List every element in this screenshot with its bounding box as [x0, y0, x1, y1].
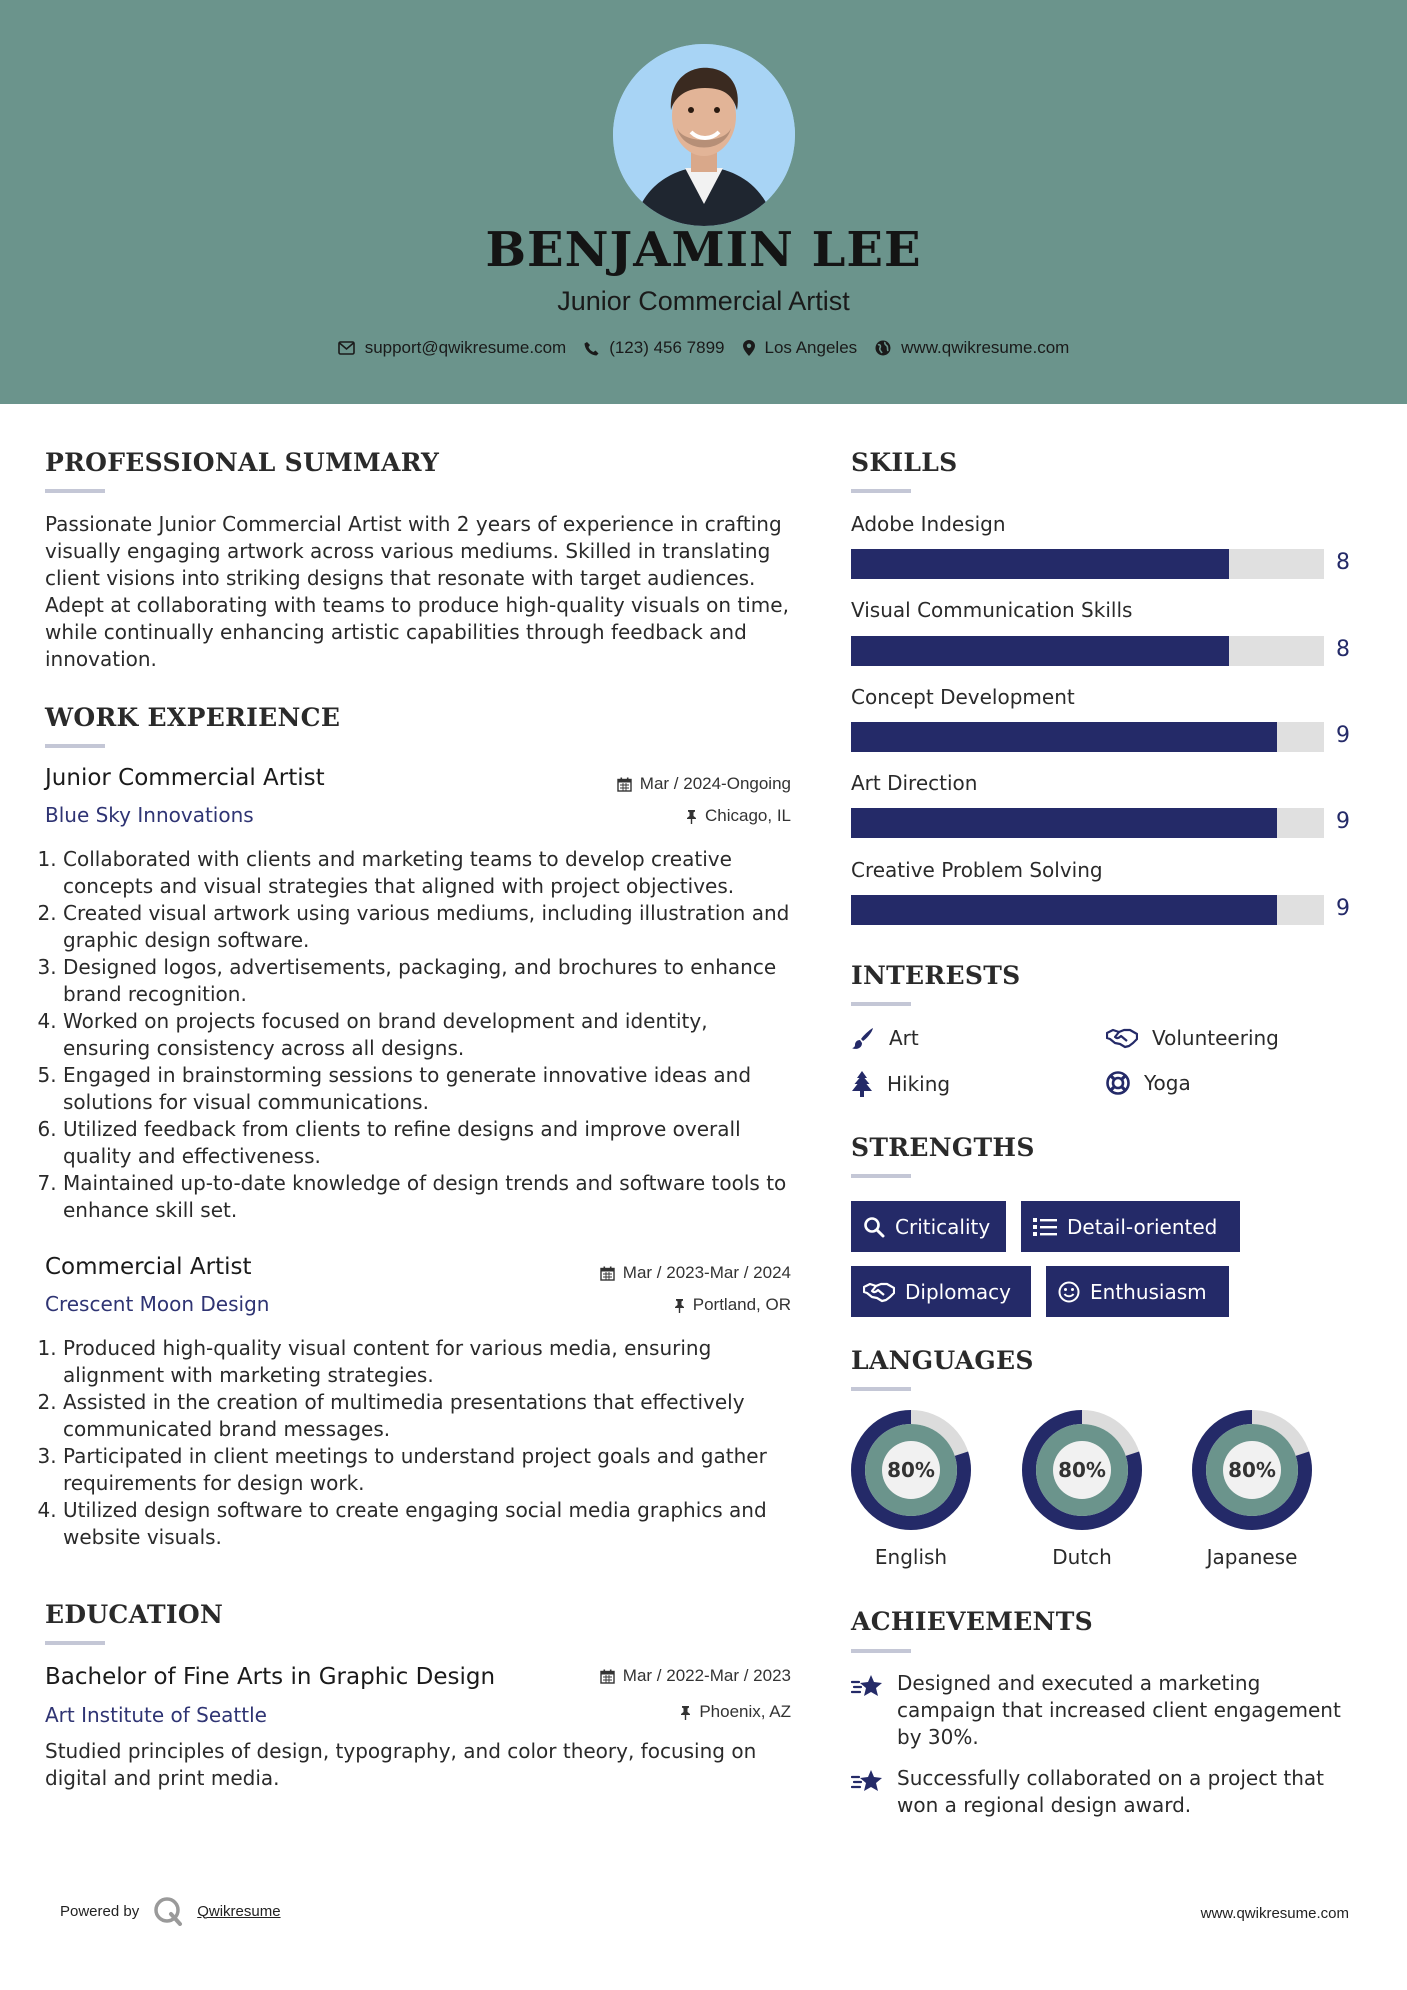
phone-icon	[584, 341, 599, 356]
languages-title: LANGUAGES	[851, 1346, 1034, 1375]
skill-value: 9	[1336, 896, 1350, 921]
envelope-icon	[338, 341, 355, 355]
skill-bar-fill	[851, 808, 1277, 838]
phone-text: (123) 456 7899	[609, 338, 725, 357]
interest-label: Art	[889, 1026, 919, 1050]
contact-location	[743, 338, 858, 358]
donut-label: 80%	[1228, 1458, 1276, 1482]
job-location-text: Chicago, IL	[705, 806, 791, 825]
skill-bar-fill	[851, 895, 1277, 925]
summary-text: Passionate Junior Commercial Artist with 2 years of experience in crafting visually engaging artwork across various mediums. Skilled in translating client visions into striking designs that resonate with target audiences. Adept at collaborating with teams to produce high-quality visuals on time, while continually enhancing artistic capabilities through feedback and innovation.	[45, 512, 789, 671]
interest-label: Hiking	[887, 1072, 951, 1096]
strength-chip	[851, 1266, 1031, 1317]
skill-name: Concept Development	[851, 685, 1075, 709]
qwikresume-link[interactable]: Qwikresume	[197, 1902, 281, 1920]
strength-chip	[1046, 1266, 1229, 1317]
footer-site[interactable]: www.qwikresume.com	[1200, 1905, 1349, 1922]
language-name: Japanese	[1206, 1545, 1298, 1569]
job-date-text: Mar / 2024-Ongoing	[639, 774, 791, 793]
search-icon	[863, 1216, 885, 1238]
location-text: Los Angeles	[764, 338, 858, 357]
education-location-text: Phoenix, AZ	[699, 1702, 791, 1721]
strengths-title: STRENGTHS	[851, 1133, 1035, 1162]
skill-bar-fill	[851, 722, 1277, 752]
language-donut	[1020, 1408, 1144, 1532]
skill-name: Creative Problem Solving	[851, 858, 1103, 882]
job-duties-list	[45, 1335, 795, 1551]
calendar-icon	[600, 1266, 615, 1281]
skill-bar	[851, 549, 1324, 579]
achievements-title: ACHIEVEMENTS	[851, 1607, 1093, 1636]
school-name: Art Institute of Seattle	[45, 1703, 267, 1727]
strength-chip	[1021, 1201, 1240, 1252]
achievement-item	[851, 1670, 1361, 1751]
person-portrait-icon	[613, 44, 795, 226]
education-description: Studied principles of design, typography, and color theory, focusing on digital and print media.	[45, 1739, 757, 1790]
tree-icon	[851, 1071, 873, 1097]
list-item: 7. Maintained up-to-date knowledge of design trends and software tools to enhance skill set.	[63, 1170, 795, 1224]
job-company: Blue Sky Innovations	[45, 803, 254, 827]
job-date	[560, 774, 791, 794]
job-location	[540, 1295, 791, 1315]
language-donut	[849, 1408, 973, 1532]
interests-rule	[851, 1002, 911, 1006]
strength-label: Diplomacy	[905, 1279, 1012, 1304]
education-rule	[45, 1641, 105, 1645]
pushpin-icon	[680, 1705, 691, 1720]
job-location-text: Portland, OR	[692, 1295, 791, 1314]
interest-item	[1106, 1071, 1191, 1095]
globe-icon	[875, 340, 891, 356]
list-item: 5. Engaged in brainstorming sessions to generate innovative ideas and solutions for visual communications.	[63, 1062, 795, 1116]
skill-name: Adobe Indesign	[851, 512, 1006, 536]
achievements-rule	[851, 1649, 911, 1653]
paintbrush-icon	[851, 1026, 875, 1050]
list-item: 4. Worked on projects focused on brand development and identity, ensuring consistency across all designs.	[63, 1008, 795, 1062]
list-item: 2. Created visual artwork using various mediums, including illustration and graphic design software.	[63, 900, 795, 954]
skill-name: Art Direction	[851, 771, 978, 795]
handshake-icon	[863, 1281, 895, 1303]
donut-label: 80%	[1058, 1458, 1106, 1482]
degree-title: Bachelor of Fine Arts in Graphic Design	[45, 1664, 496, 1690]
contact-email[interactable]	[338, 338, 567, 358]
life-ring-icon	[1106, 1071, 1130, 1095]
job-date-text: Mar / 2023-Mar / 2024	[622, 1263, 791, 1282]
email-text: support@qwikresume.com	[364, 338, 567, 357]
candidate-name: BENJAMIN LEE	[485, 222, 922, 278]
experience-rule	[45, 744, 105, 748]
job-date	[540, 1263, 791, 1283]
interest-item	[1106, 1026, 1279, 1050]
job-location	[560, 806, 791, 826]
achievement-item	[851, 1765, 1361, 1819]
calendar-icon	[600, 1669, 615, 1684]
calendar-icon	[617, 777, 632, 792]
strength-label: Detail-oriented	[1067, 1214, 1218, 1239]
list-item: 2. Assisted in the creation of multimedia presentations that effectively communicated brand messages.	[63, 1389, 795, 1443]
achievement-text: Successfully collaborated on a project that won a regional design award.	[897, 1766, 1325, 1817]
skill-bar	[851, 895, 1324, 925]
shooting-star-icon	[851, 1672, 883, 1700]
pushpin-icon	[686, 809, 697, 824]
strength-label: Criticality	[895, 1214, 991, 1239]
candidate-role: Junior Commercial Artist	[557, 286, 850, 316]
map-marker-icon	[743, 340, 755, 356]
profile-photo	[613, 44, 795, 226]
strengths-rule	[851, 1174, 911, 1178]
resume-header	[0, 0, 1407, 404]
skill-value: 9	[1336, 723, 1350, 748]
language-name: Dutch	[1052, 1545, 1112, 1569]
website-text: www.qwikresume.com	[901, 338, 1070, 357]
list-item: 3. Participated in client meetings to understand project goals and gather requirements for design work.	[63, 1443, 795, 1497]
languages-rule	[851, 1387, 911, 1391]
list-item: 4. Utilized design software to create engaging social media graphics and website visuals.	[63, 1497, 795, 1551]
strength-label: Enthusiasm	[1090, 1279, 1207, 1304]
interest-item	[851, 1071, 950, 1097]
smile-icon	[1058, 1281, 1080, 1303]
summary-rule	[45, 489, 105, 493]
job-duties-list	[45, 846, 795, 1224]
job-title: Junior Commercial Artist	[45, 765, 325, 791]
skill-value: 8	[1336, 550, 1350, 575]
education-date-text: Mar / 2022-Mar / 2023	[622, 1666, 791, 1685]
list-icon	[1033, 1217, 1057, 1237]
skill-bar-fill	[851, 636, 1229, 666]
contact-website[interactable]	[875, 338, 1069, 358]
shooting-star-icon	[851, 1767, 883, 1795]
list-item: 1. Produced high-quality visual content for various media, ensuring alignment with marketing strategies.	[63, 1335, 795, 1389]
skill-bar-fill	[851, 549, 1229, 579]
powered-by-label: Powered by	[60, 1902, 140, 1920]
list-item: 1. Collaborated with clients and marketing teams to develop creative concepts and visual strategies that aligned with project objectives.	[63, 846, 795, 900]
list-item: 3. Designed logos, advertisements, packaging, and brochures to enhance brand recognition.	[63, 954, 795, 1008]
summary-title: PROFESSIONAL SUMMARY	[45, 448, 440, 477]
contact-phone[interactable]	[584, 338, 724, 358]
strength-chip	[851, 1201, 1006, 1252]
skill-bar	[851, 808, 1324, 838]
interest-label: Yoga	[1144, 1071, 1191, 1095]
education-location	[540, 1702, 791, 1722]
contact-bar	[0, 338, 1407, 358]
skill-value: 8	[1336, 637, 1350, 662]
education-title: EDUCATION	[45, 1600, 224, 1629]
interest-item	[851, 1026, 919, 1050]
skill-bar	[851, 636, 1324, 666]
skill-name: Visual Communication Skills	[851, 598, 1133, 622]
skills-title: SKILLS	[851, 448, 958, 477]
skill-value: 9	[1336, 809, 1350, 834]
education-date	[540, 1666, 791, 1686]
language-donut	[1190, 1408, 1314, 1532]
handshake-icon	[1106, 1027, 1138, 1049]
interests-title: INTERESTS	[851, 961, 1021, 990]
job-company: Crescent Moon Design	[45, 1292, 270, 1316]
skills-rule	[851, 489, 911, 493]
donut-label: 80%	[887, 1458, 935, 1482]
pushpin-icon	[674, 1298, 685, 1313]
interest-label: Volunteering	[1152, 1026, 1279, 1050]
footer-powered-by	[60, 1896, 281, 1926]
list-item: 6. Utilized feedback from clients to refine designs and improve overall quality and effectiveness.	[63, 1116, 795, 1170]
experience-title: WORK EXPERIENCE	[45, 703, 341, 732]
achievement-text: Designed and executed a marketing campaign that increased client engagement by 30%.	[897, 1671, 1341, 1749]
qwikresume-logo-icon	[153, 1896, 183, 1926]
skill-bar	[851, 722, 1324, 752]
job-title: Commercial Artist	[45, 1254, 252, 1280]
language-name: English	[874, 1545, 948, 1569]
